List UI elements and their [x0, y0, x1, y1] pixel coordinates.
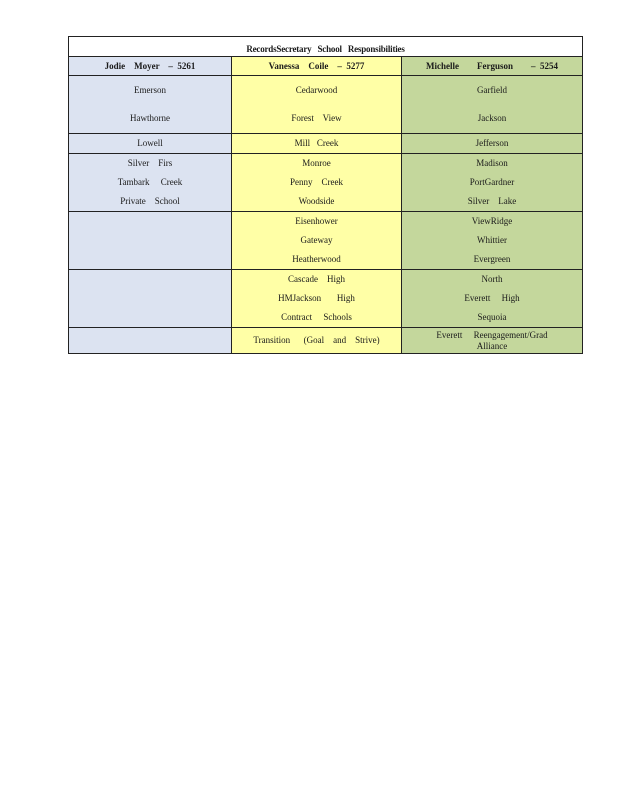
school-name: HMJackson High — [278, 293, 355, 303]
cell-moyer — [69, 76, 232, 134]
header-cell-moyer — [69, 57, 232, 76]
cell-moyer — [69, 134, 232, 154]
school-name: Woodside — [298, 196, 335, 206]
cell-moyer — [69, 154, 232, 212]
school-name: Evergreen — [473, 254, 511, 264]
school-name: Monroe — [302, 158, 331, 168]
school-name: Jackson — [477, 113, 507, 124]
school-name: Cedarwood — [295, 84, 338, 95]
school-name: PortGardner — [469, 177, 515, 187]
header-cell-ferguson — [402, 57, 583, 76]
school-name: Mill Creek — [294, 138, 339, 148]
school-name: Cascade High — [288, 274, 345, 284]
header-cell-coile — [232, 57, 402, 76]
cell-coile — [232, 134, 402, 154]
table-row — [69, 328, 583, 354]
school-name: Madison — [476, 158, 508, 168]
school-name: Sequoia — [477, 312, 507, 322]
cell-ferguson — [402, 270, 583, 328]
school-name: Emerson — [134, 84, 166, 95]
cell-coile — [232, 154, 402, 212]
table-row — [69, 134, 583, 154]
cell-coile — [232, 76, 402, 134]
school-name: Hawthorne — [130, 113, 170, 124]
school-name: Whittier — [477, 235, 507, 245]
school-name: Private School — [120, 196, 180, 206]
school-name: Jefferson — [475, 138, 509, 148]
cell-moyer-empty — [69, 212, 232, 270]
school-name: Transition (Goal and Strive) — [253, 335, 380, 345]
cell-coile — [232, 270, 402, 328]
school-name: Lowell — [137, 138, 163, 148]
table-row — [69, 76, 583, 134]
school-name: Silver Firs — [127, 158, 173, 168]
school-name: Everett Reengagement/Grad — [436, 329, 548, 340]
cell-ferguson — [402, 154, 583, 212]
cell-ferguson — [402, 134, 583, 154]
table-title-cell — [69, 37, 583, 57]
title-row — [69, 37, 583, 57]
cell-ferguson — [402, 76, 583, 134]
school-name: Penny Creek — [290, 177, 343, 187]
school-name: Tambark Creek — [117, 177, 183, 187]
contact-ferguson: Michelle Ferguson – 5254 — [426, 61, 558, 71]
table-row — [69, 212, 583, 270]
school-name: Forest View — [291, 113, 342, 124]
table-row — [69, 270, 583, 328]
school-name: Gateway — [300, 235, 333, 245]
header-row — [69, 57, 583, 76]
school-name: Everett High — [464, 293, 520, 303]
table-title: RecordsSecretary School Responsibilities — [246, 43, 405, 54]
school-name: Silver Lake — [467, 196, 517, 206]
school-name: Eisenhower — [295, 216, 338, 226]
contact-coile: Vanessa Coile – 5277 — [268, 61, 365, 71]
cell-ferguson — [402, 328, 583, 354]
cell-moyer-empty — [69, 270, 232, 328]
school-name: North — [481, 274, 503, 284]
school-name: Garfield — [477, 84, 507, 95]
cell-coile — [232, 212, 402, 270]
school-name: Contract Schools — [281, 312, 352, 322]
cell-coile — [232, 328, 402, 354]
contact-moyer: Jodie Moyer – 5261 — [104, 61, 196, 71]
responsibilities-table — [68, 36, 583, 354]
school-name: ViewRidge — [471, 216, 513, 226]
school-name: Heatherwood — [292, 254, 341, 264]
cell-moyer-empty — [69, 328, 232, 354]
table-row — [69, 154, 583, 212]
school-name: Alliance — [476, 340, 508, 351]
cell-ferguson — [402, 212, 583, 270]
